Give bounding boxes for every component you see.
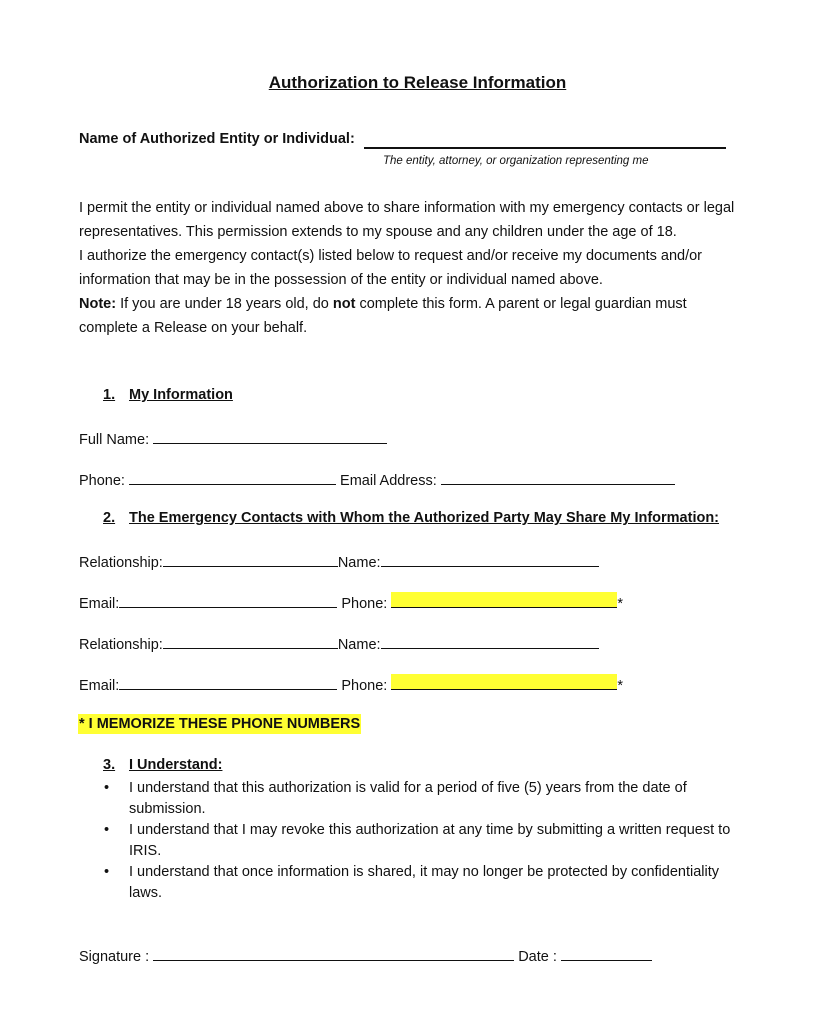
list-item: [104, 820, 754, 862]
intro-note: [79, 292, 744, 340]
contact2-phone-asterisk: *: [617, 678, 623, 694]
phone-field[interactable]: [129, 469, 336, 485]
full-name-field[interactable]: [153, 428, 387, 444]
intro-permission-text: I permit the entity or individual named above to share information with my emergency contacts or legal representatives. This permission extends to my spouse and any children under the age of 18.: [79, 200, 735, 240]
full-name-row: [79, 428, 387, 448]
contact1-relationship-field[interactable]: [163, 551, 338, 567]
contact1-phone-label: Phone:: [341, 596, 388, 612]
bullet-text: I understand that once information is shared, it may no longer be protected by confidentiality laws.: [129, 864, 720, 901]
contact2-relationship-name-row: [79, 633, 599, 653]
contact1-email-field[interactable]: [119, 592, 337, 608]
section-title: I Understand:: [129, 757, 223, 773]
section-title: The Emergency Contacts with Whom the Authorized Party May Share My Information:: [129, 510, 720, 526]
contact2-email-phone-row: [79, 674, 623, 694]
section-number: 1.: [103, 387, 116, 403]
signature-label: Signature :: [79, 949, 150, 965]
contact1-name-label: Name:: [337, 555, 381, 571]
date-field[interactable]: [561, 945, 652, 961]
contact2-email-label: Email:: [79, 678, 120, 694]
section-my-information-heading: [103, 387, 233, 403]
email-address-label: Email Address:: [340, 473, 437, 489]
contact1-name-field[interactable]: [381, 551, 599, 567]
contact2-phone-label: Phone:: [341, 678, 388, 694]
entity-name-field[interactable]: [364, 131, 726, 149]
contact2-name-label: Name:: [337, 637, 381, 653]
bullet-text: I understand that this authorization is valid for a period of five (5) years from the date of submission.: [129, 780, 687, 817]
entity-name-label: Name of Authorized Entity or Individual:: [79, 131, 355, 147]
page-title: Authorization to Release Information: [268, 73, 567, 92]
contact2-email-field[interactable]: [119, 674, 337, 690]
email-address-field[interactable]: [441, 469, 675, 485]
intro-authorization-text: I authorize the emergency contact(s) listed below to request and/or receive my documents and/or information that may be in the possession of the entity or individual named above.: [79, 248, 703, 288]
contact1-phone-asterisk: *: [617, 596, 623, 612]
phone-email-row: [79, 469, 675, 489]
contact2-relationship-label: Relationship:: [79, 637, 163, 653]
contact2-phone-field[interactable]: [391, 674, 617, 690]
contact2-relationship-field[interactable]: [163, 633, 338, 649]
section-number: 2.: [103, 510, 116, 526]
full-name-label: Full Name:: [79, 432, 150, 448]
contact1-relationship-label: Relationship:: [79, 555, 163, 571]
section-title: My Information: [129, 387, 233, 403]
bullet-marker: •: [104, 780, 110, 796]
note-text-bold: not: [332, 296, 356, 312]
phone-label: Phone:: [79, 473, 125, 489]
note-label: Note:: [79, 296, 117, 312]
note-text-post: complete this form. A parent or legal guardian must complete a Release on your behalf.: [79, 296, 687, 336]
section-i-understand-heading: [103, 757, 222, 773]
bullet-marker: •: [104, 822, 110, 838]
section-number: 3.: [103, 757, 116, 773]
contact2-name-field[interactable]: [381, 633, 599, 649]
contact1-email-phone-row: [79, 592, 623, 612]
contact1-relationship-name-row: [79, 551, 599, 571]
entity-name-hint: The entity, attorney, or organization representing me: [383, 155, 649, 167]
signature-date-row: [79, 945, 652, 965]
memorize-phone-note: * I MEMORIZE THESE PHONE NUMBERS: [79, 716, 361, 732]
signature-field[interactable]: [153, 945, 514, 961]
contact1-email-label: Email:: [79, 596, 120, 612]
date-label: Date :: [518, 949, 557, 965]
list-item: [104, 862, 754, 904]
section-emergency-contacts-heading: [103, 510, 719, 526]
bullet-text: I understand that I may revoke this authorization at any time by submitting a written request to IRIS.: [129, 822, 731, 859]
note-text-pre: If you are under 18 years old, do: [116, 296, 333, 312]
understand-bullet-list: [104, 778, 754, 904]
contact1-phone-field[interactable]: [391, 592, 617, 608]
bullet-marker: •: [104, 864, 110, 880]
list-item: [104, 778, 754, 820]
intro-paragraph: [79, 196, 744, 340]
